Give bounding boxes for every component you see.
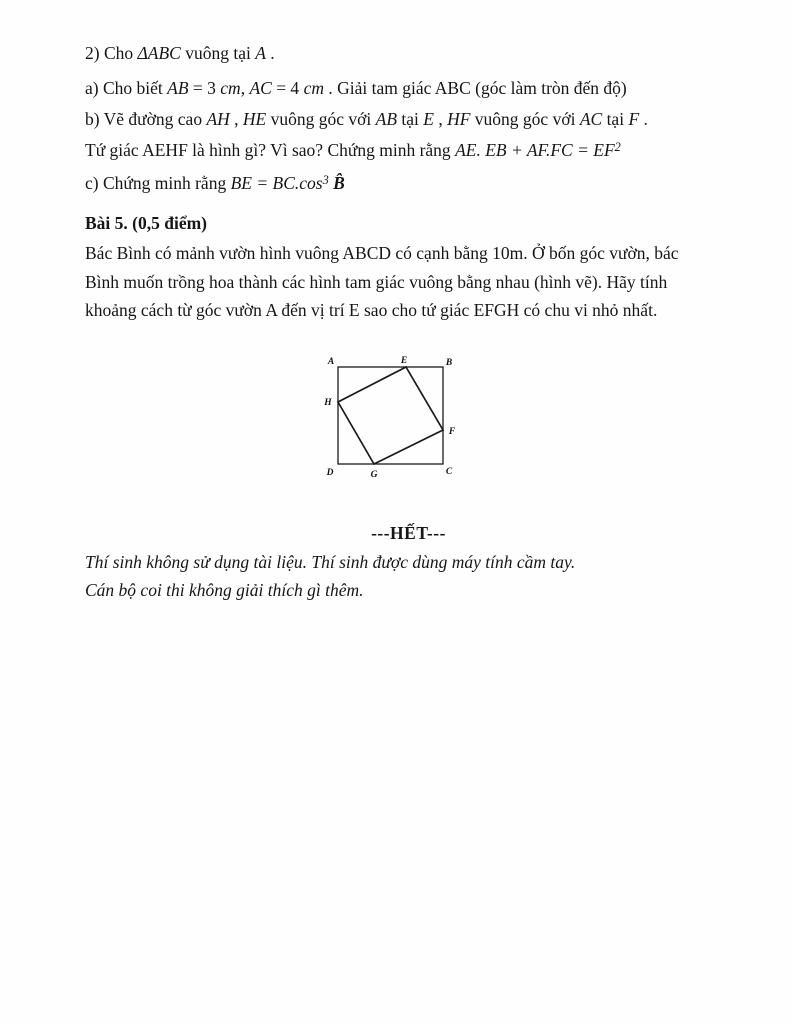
text-run: AH xyxy=(206,109,230,129)
text-run: khoảng cách từ góc vườn A đến vị trí E sao cho tứ giác EFGH có chu vi nhỏ nhất. xyxy=(85,300,658,320)
text-run: HF xyxy=(447,109,471,129)
text-run: Tứ giác AEHF là hình gì? Vì sao? Chứng minh rằng xyxy=(85,140,456,160)
text-run: EF xyxy=(593,140,615,160)
text-run: . Giải tam giác ABC (góc làm tròn đến độ) xyxy=(323,78,627,98)
text-run: , xyxy=(433,109,448,129)
text-run: BC xyxy=(272,173,295,193)
text-run: b) Vẽ đường cao xyxy=(85,109,207,129)
text-run: vuông góc với xyxy=(266,109,376,129)
text-run: AB xyxy=(375,109,398,129)
footer-notes xyxy=(85,548,732,605)
bai5-heading xyxy=(85,208,732,239)
part-b-line xyxy=(85,104,732,135)
text-run: AE xyxy=(455,140,477,160)
text-run: AC xyxy=(579,109,603,129)
figure-label-c: C xyxy=(445,466,453,477)
text-run: tại xyxy=(602,109,629,129)
text-run: 2) Cho xyxy=(85,43,138,63)
text-run: tại xyxy=(397,109,424,129)
text-run: AC xyxy=(249,78,272,98)
text-run: vuông góc với xyxy=(470,109,580,129)
text-run: BE xyxy=(230,173,252,193)
figure-label-b: B xyxy=(445,357,453,368)
text-run: E xyxy=(423,109,434,129)
text-run: .cos xyxy=(294,173,323,193)
text-run: a) Cho biết xyxy=(85,78,168,98)
part-c-line xyxy=(85,168,732,201)
text-run: HE xyxy=(242,109,267,129)
bai5-text-line-1 xyxy=(85,239,732,268)
figure-label-d: D xyxy=(326,467,334,478)
footer-note-1: Thí sinh không sử dụng tài liệu. Thí sinh được dùng máy tính cầm tay. xyxy=(85,551,576,572)
text-run: , xyxy=(240,78,250,98)
footer-note-2: Cán bộ coi thi không giải thích gì thêm. xyxy=(85,580,364,600)
text-run: ΔABC xyxy=(137,43,181,63)
square-ABCD xyxy=(338,367,443,464)
text-run: . xyxy=(545,140,551,160)
text-run: + xyxy=(506,140,527,160)
text-run: B̂ xyxy=(328,173,345,193)
text-run: Bình muốn trồng hoa thành các hình tam giác vuông bằng nhau (hình vẽ). Hãy tính xyxy=(85,271,668,292)
end-divider: ---HẾT--- xyxy=(371,522,446,543)
text-run: cm xyxy=(220,78,241,98)
text-run: FC xyxy=(550,140,573,160)
text-run: = 3 xyxy=(188,78,221,98)
part-b-question-line xyxy=(85,135,732,168)
garden-diagram-svg xyxy=(318,352,463,492)
text-run: F xyxy=(628,109,640,129)
text-run: . xyxy=(265,43,275,63)
text-run: Bài 5. (0,5 điểm) xyxy=(85,213,208,233)
problem-2-intro xyxy=(85,38,732,69)
part-a-line xyxy=(85,73,732,104)
figure-label-h: H xyxy=(324,397,332,408)
text-run: 3 xyxy=(322,172,329,187)
text-run: . xyxy=(639,109,648,129)
text-run: Bác Bình có mảnh vườn hình vuông ABCD có cạnh bằng 10m. Ở bốn góc vườn, bác xyxy=(85,243,679,263)
bai5-text-line-2 xyxy=(85,268,732,297)
text-run: AF xyxy=(526,140,546,160)
text-run: cm xyxy=(303,78,324,98)
text-run: A xyxy=(255,43,266,63)
figure-label-a: A xyxy=(327,356,335,367)
quadrilateral-EFGH xyxy=(338,367,443,464)
text-run: c) Chứng minh rằng xyxy=(85,173,231,193)
text-run: . xyxy=(476,140,486,160)
text-run: EB xyxy=(485,140,507,160)
text-run: , xyxy=(229,109,243,129)
text-run: AB xyxy=(167,78,189,98)
text-run: = 4 xyxy=(271,78,304,98)
figure-label-e: E xyxy=(400,355,408,366)
bai5-text-line-3 xyxy=(85,296,732,325)
figure-label-f: F xyxy=(448,426,456,437)
text-run: 2 xyxy=(614,139,621,154)
figure-label-g: G xyxy=(370,469,378,480)
garden-figure xyxy=(85,352,732,492)
text-run: vuông tại xyxy=(180,43,256,63)
text-run: = xyxy=(251,173,273,193)
text-run: = xyxy=(572,140,594,160)
